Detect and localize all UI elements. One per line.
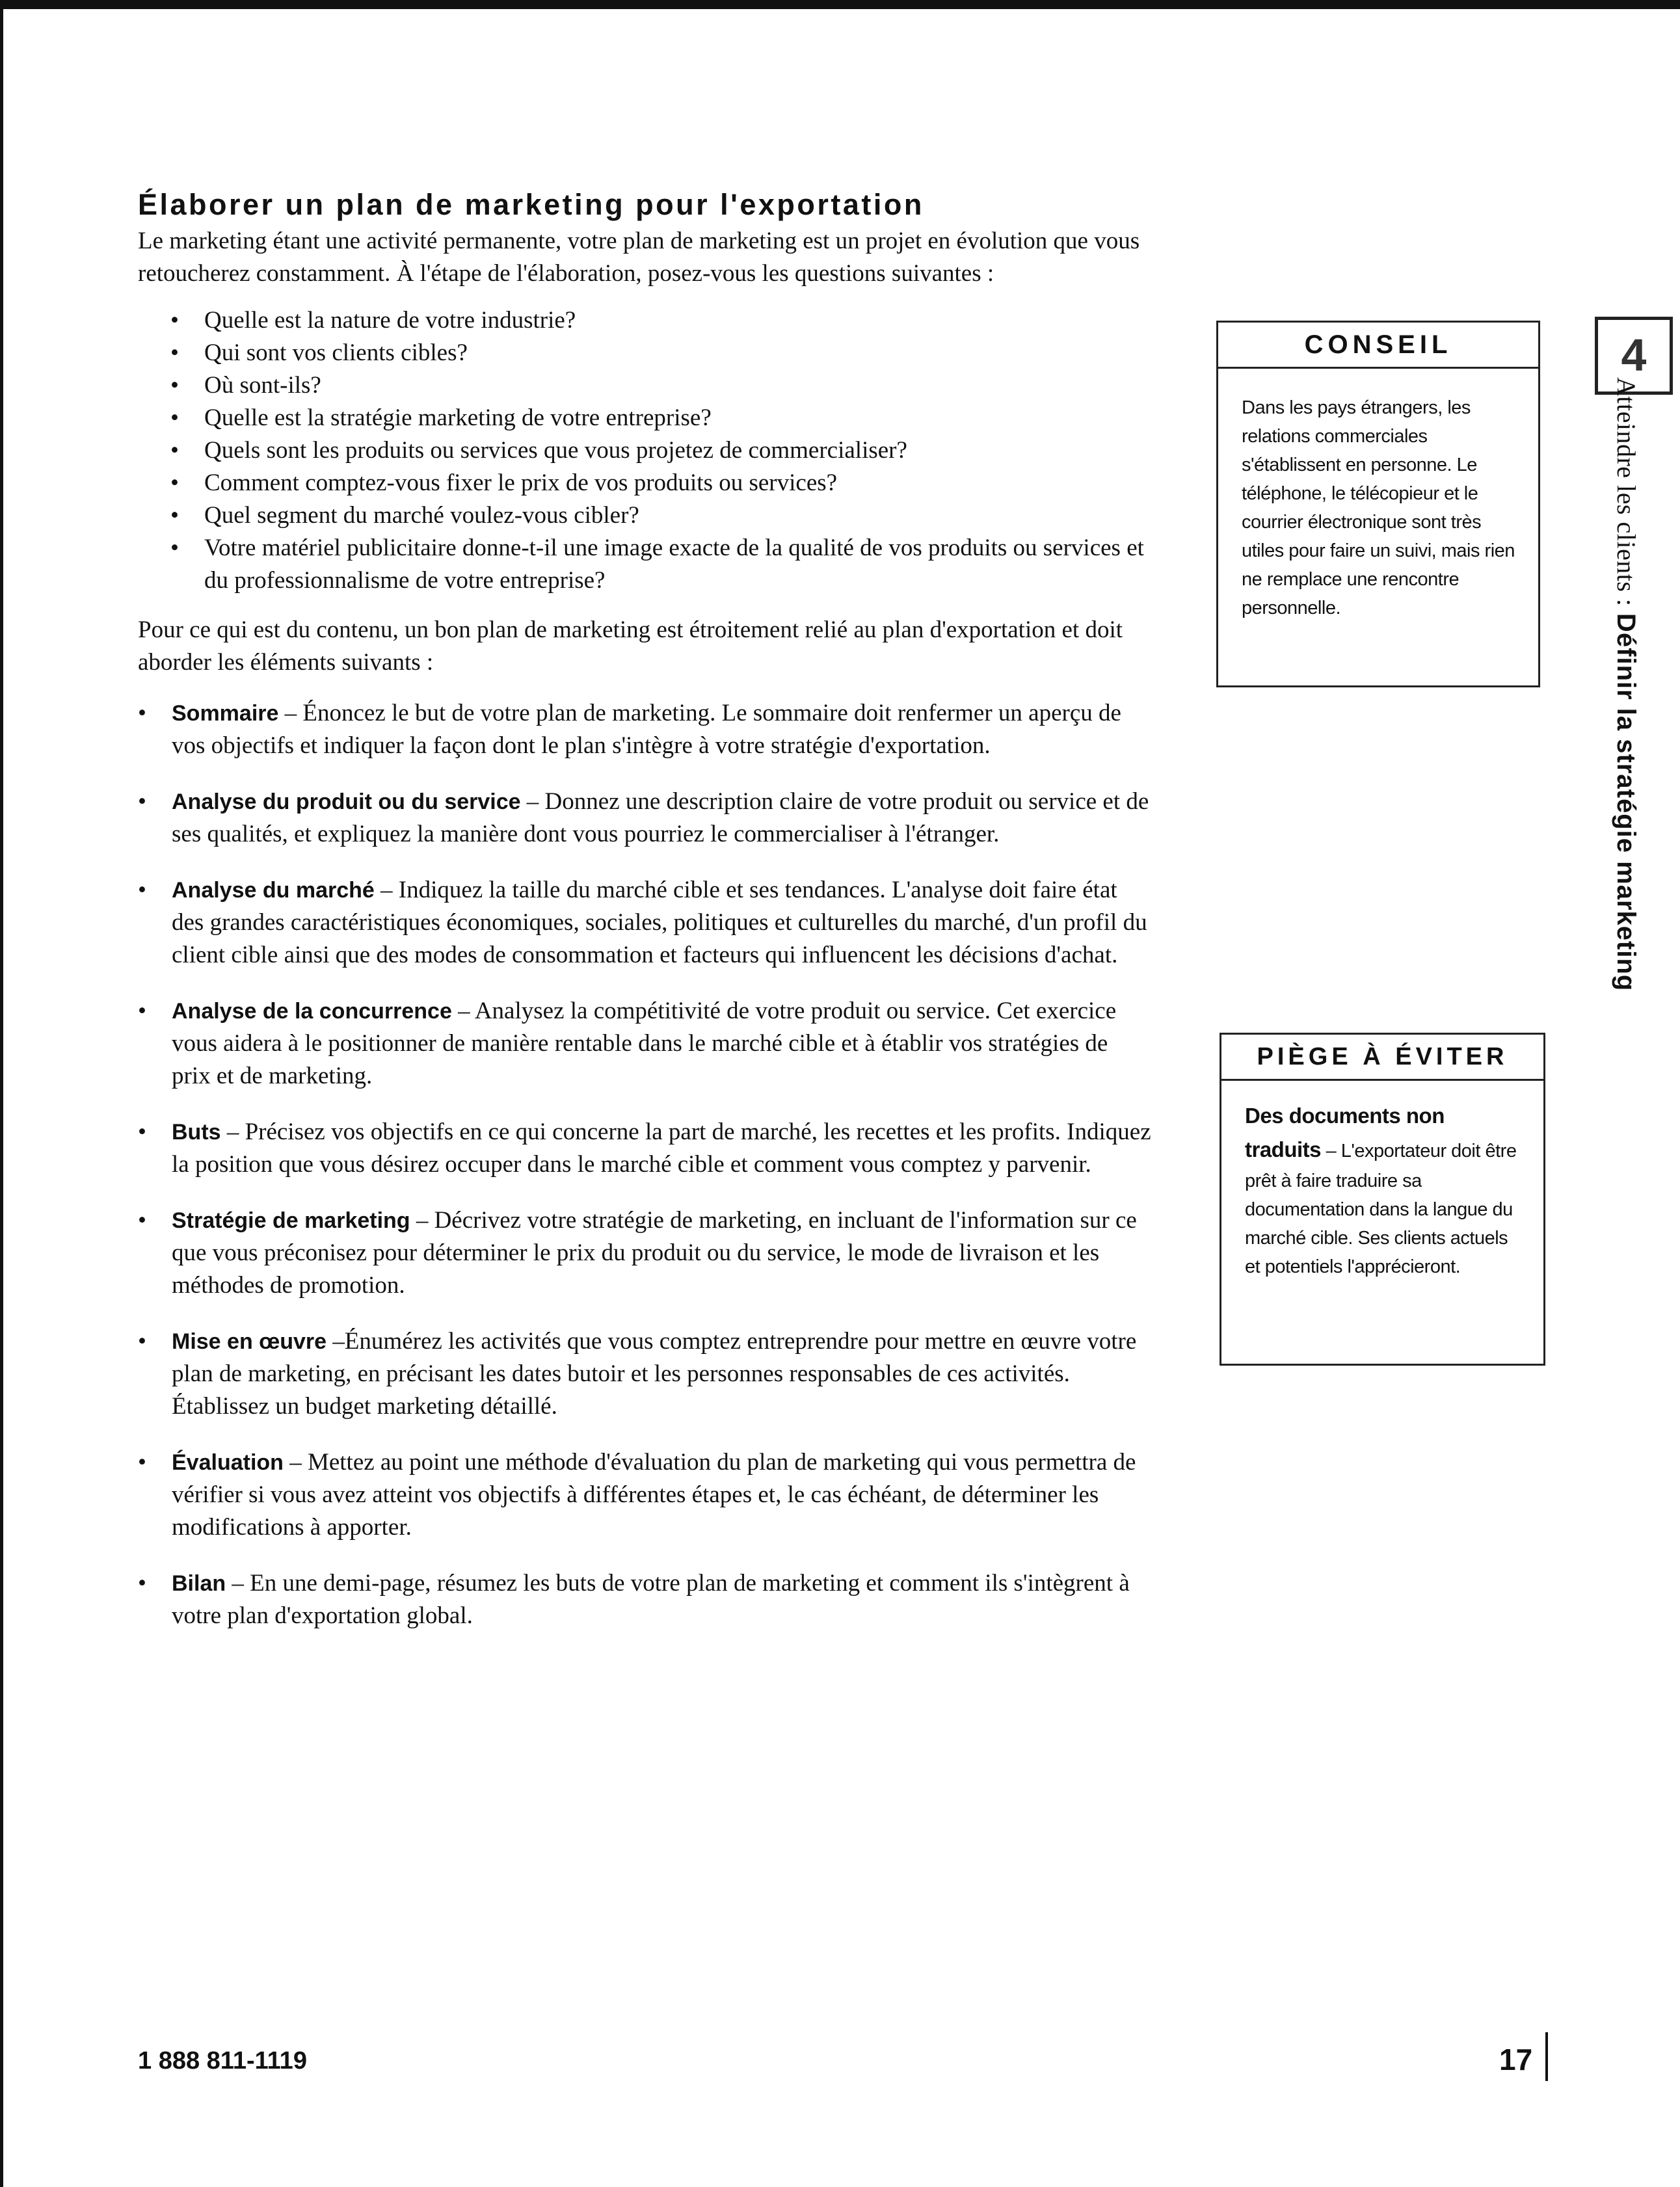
list-item: • Qui sont vos clients cibles? (170, 337, 1153, 369)
element-term: Analyse du produit ou du service (172, 789, 521, 814)
list-item (138, 786, 1153, 851)
list-item (138, 1116, 1153, 1181)
element-term: Analyse du marché (172, 877, 375, 903)
list-item: • Quel segment du marché voulez-vous cibler? (170, 499, 1153, 532)
chapter-subject: Définir la stratégie marketing (1612, 613, 1640, 992)
chapter-number-badge: 4 (1595, 317, 1673, 395)
list-item: • Quelle est la stratégie marketing de votre entreprise? (170, 402, 1153, 434)
list-item: • Quels sont les produits ou services que vous projetez de commercialiser? (170, 434, 1153, 467)
list-item (138, 1446, 1153, 1544)
element-text: – En une demi-page, résumez les buts de votre plan de marketing et comment ils s'intègrent à votre plan d'exportation global. (172, 1569, 1130, 1629)
main-content (138, 189, 1153, 1656)
list-item: • Quelle est la nature de votre industrie? (170, 304, 1153, 337)
list-item: • Votre matériel publicitaire donne-t-il une image exacte de la qualité de vos produits ou services et du professionnalisme de votre entreprise? (170, 532, 1153, 597)
piege-title: PIÈGE À ÉVITER (1221, 1035, 1543, 1081)
element-text: – Donnez une description claire de votre produit ou service et de ses qualités, et expliquez la manière dont vous pourriez le commercialiser à l'étranger. (172, 788, 1149, 847)
element-term: Stratégie de marketing (172, 1208, 410, 1233)
page-number: 17 (1499, 2043, 1533, 2076)
list-item (138, 1325, 1153, 1423)
left-border (0, 0, 3, 2187)
elements-list (138, 697, 1153, 1632)
element-text: – Analysez la compétitivité de votre produit ou service. Cet exercice vous aidera à le positionner de manière rentable dans le marché cible et à établir vos stratégies de prix et de marketing. (172, 997, 1117, 1089)
element-term: Bilan (172, 1571, 226, 1596)
element-term: Buts (172, 1119, 221, 1145)
element-text: – Décrivez votre stratégie de marketing, en incluant de l'information sur ce que vous préconisez pour déterminer le prix du produit ou du service, le mode de livraison et les méthodes de promotion. (172, 1206, 1137, 1299)
element-term: Mise en œuvre (172, 1329, 327, 1354)
chapter-label: Atteindre les clients : (1612, 377, 1641, 614)
piege-box (1220, 1033, 1545, 1366)
piege-text: – L'exportateur doit être prêt à faire traduire sa documentation dans la langue du marché cible. Ses clients actuels et potentiels l'apprécieront. (1245, 1141, 1517, 1277)
list-item (138, 697, 1153, 762)
list-item (138, 1567, 1153, 1632)
element-text: – Mettez au point une méthode d'évaluation du plan de marketing qui vous permettra de vérifier si vous avez atteint vos objectifs à différentes étapes et, le cas échéant, de déterminer les modifications à apporter. (172, 1448, 1136, 1541)
list-item (138, 1204, 1153, 1302)
piege-lead: Des documents non traduits (1245, 1104, 1445, 1161)
conseil-body: Dans les pays étrangers, les relations commerciales s'établissent en personne. Le téléphone, le télécopieur et le courrier électronique sont très utiles pour faire un suivi, mais rien ne remplace une rencontre personnelle. (1242, 397, 1515, 618)
top-border (0, 0, 1680, 9)
list-item: • Où sont-ils? (170, 369, 1153, 402)
content-intro-paragraph: Pour ce qui est du contenu, un bon plan de marketing est étroitement relié au plan d'exportation et doit aborder les éléments suivants : (138, 616, 1123, 676)
footer-phone: 1 888 811-1119 (138, 2047, 307, 2074)
questions-list (138, 304, 1153, 597)
element-text: – Précisez vos objectifs en ce qui concerne la part de marché, les recettes et les profits. Indiquez la position que vous désirez occuper dans le marché cible et comment vous comptez y parvenir. (172, 1118, 1151, 1178)
list-item: • Comment comptez-vous fixer le prix de vos produits ou services? (170, 467, 1153, 499)
chapter-side-title (1607, 377, 1646, 991)
page-number-rule (1545, 2032, 1548, 2081)
element-text: – Indiquez la taille du marché cible et ses tendances. L'analyse doit faire état des grandes caractéristiques économiques, sociales, politiques et culturelles du marché, d'un profil du client cible ainsi que des modes de consommation et facteurs qui influencent les décisions d'achat. (172, 876, 1147, 968)
intro-paragraph: Le marketing étant une activité permanente, votre plan de marketing est un projet en évolution que vous retoucherez constamment. À l'étape de l'élaboration, posez-vous les questions suivantes : (138, 227, 1140, 287)
piege-body (1221, 1081, 1543, 1294)
element-text: –Énumérez les activités que vous comptez entreprendre pour mettre en œuvre votre plan de marketing, en précisant les dates butoir et les personnes responsables de ces activités. Établissez un budget marketing détaillé. (172, 1327, 1137, 1420)
element-text: – Énoncez le but de votre plan de marketing. Le sommaire doit renfermer un aperçu de vos objectifs et indiquer la façon dont le plan s'intègre à votre stratégie d'exportation. (172, 699, 1121, 759)
list-item (138, 995, 1153, 1093)
conseil-box (1216, 321, 1540, 687)
element-term: Sommaire (172, 700, 279, 726)
element-term: Évaluation (172, 1450, 284, 1475)
conseil-title: CONSEIL (1218, 323, 1538, 369)
page-title: Élaborer un plan de marketing pour l'exportation (138, 188, 924, 221)
list-item (138, 874, 1153, 972)
element-term: Analyse de la concurrence (172, 998, 452, 1024)
